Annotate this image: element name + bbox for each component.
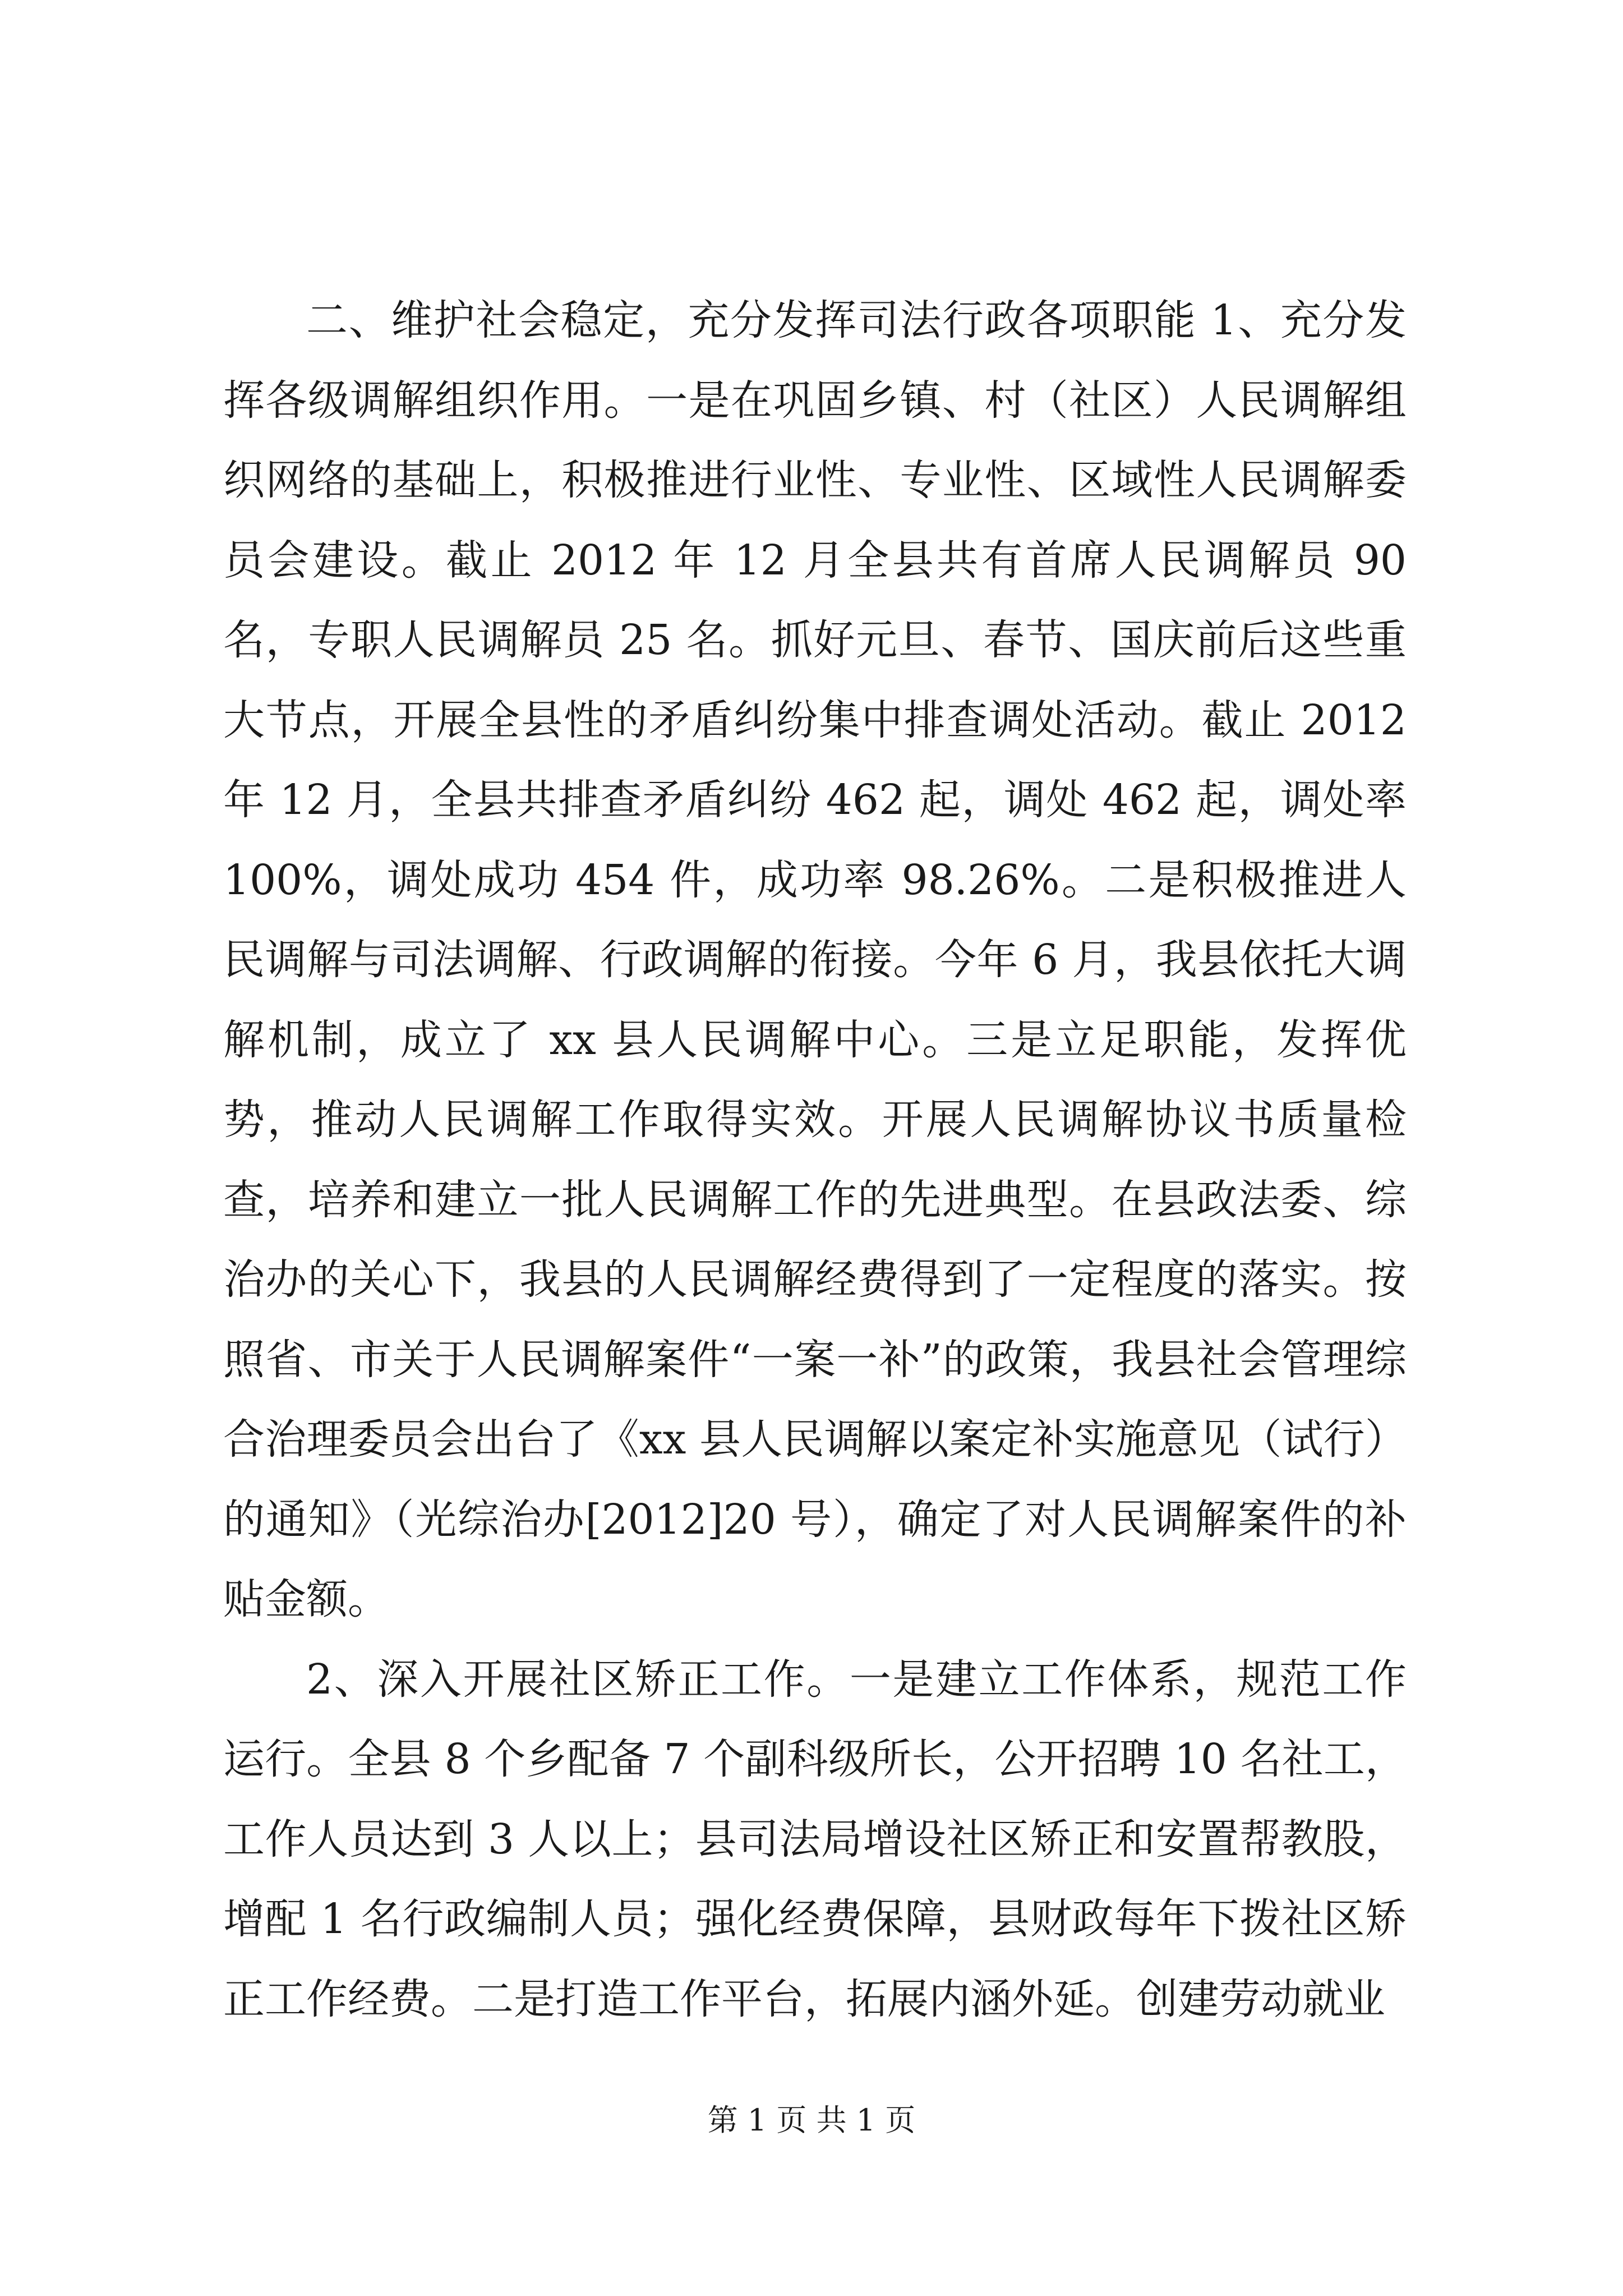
document-body: [223, 280, 1407, 2039]
page-footer: 第 1 页 共 1 页: [707, 2102, 916, 2138]
paragraph-2: 2、深入开展社区矫正工作。一是建立工作体系，规范工作运行。全县 8 个乡配备 7 个副科级所长，公开招聘 10 名社工，工作人员达到 3 人以上；县司法局增设社区矫正和安置帮教股，增配 1 名行政编制人员；强化经费保障，县财政每年下拨社区矫正工作经费。二是打造工作平台，拓展内涵外延。创建劳动就业: [223, 1655, 1407, 2023]
paragraph-1: 二、维护社会稳定，充分发挥司法行政各项职能 1、充分发挥各级调解组织作用。一是在巩固乡镇、村（社区）人民调解组织网络的基础上，积极推进行业性、专业性、区域性人民调解委员会建设。截止 2012 年 12 月全县共有首席人民调解员 90 名，专职人民调解员 25 名。抓好元旦、春节、国庆前后这些重大节点，开展全县性的矛盾纠纷集中排查调处活动。截止 2012 年 12 月，全县共排查矛盾纠纷 462 起，调处 462 起，调处率 100%，调处成功 454 件，成功率 98.26%。二是积极推进人民调解与司法调解、行政调解的衔接。今年 6 月，我县依托大调解机制，成立了 xx 县人民调解中心。三是立足职能，发挥优势，推动人民调解工作取得实效。开展人民调解协议书质量检查，培养和建立一批人民调解工作的先进典型。在县政法委、综治办的关心下，我县的人民调解经费得到了一定程度的落实。按照省、市关于人民调解案件“一案一补”的政策，我县社会管理综合治理委员会出台了《xx 县人民调解以案定补实施意见（试行）的通知》（光综治办[2012]20 号），确定了对人民调解案件的补贴金额。: [223, 296, 1407, 1623]
